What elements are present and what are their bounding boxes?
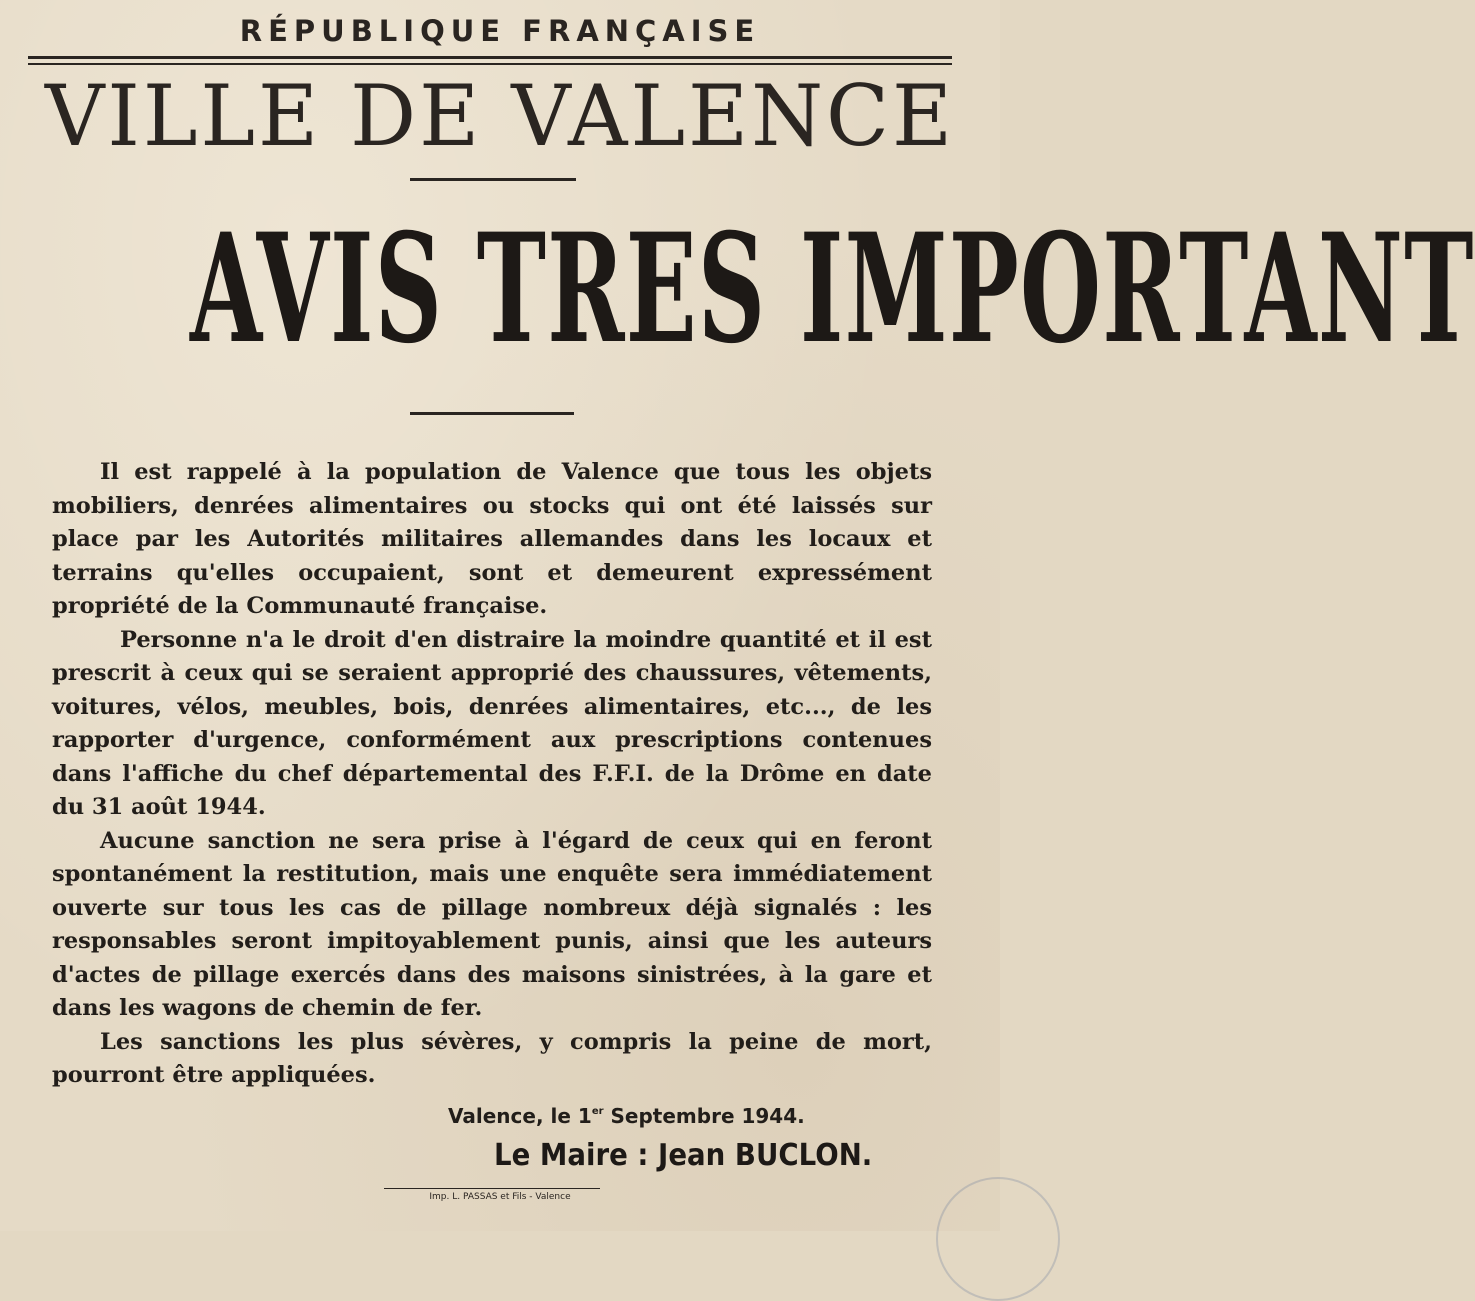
notice-body: [52, 456, 932, 1093]
date-superscript: er: [591, 1106, 604, 1117]
printer-imprint: Imp. L. PASSAS et Fils - Valence: [429, 1192, 571, 1202]
paragraph-peine: Les sanctions les plus sévères, y compris la peine de mort, pourront être appliquées.: [52, 1028, 932, 1088]
separator-rule-bottom: [410, 412, 574, 415]
imprint-rule: [384, 1188, 600, 1189]
paragraph-sanction: Aucune sanction ne sera prise à l'égard de ceux qui en feront spontanément la restitution, mais une enquête sera immédiatement ouverte sur tous les cas de pillage nombreux déjà signalés : les responsables seront impitoyablement punis, ainsi que les auteurs d'actes de pillage exercés dans des maisons sinistrées, à la gare et dans les wagons de chemin de fer.: [52, 827, 932, 1021]
mayor-signature: Le Maire : Jean BUCLON.: [494, 1138, 873, 1173]
paragraph-personne: Personne n'a le droit d'en distraire la moindre quantité et il est prescrit à ceux qui se seraient approprié des chaussures, vêtements, voitures, vélos, meubles, bois, denrées alimentaires, etc..., de les rapporter d'urgence, conformément aux prescriptions contenues dans l'affiche du chef départemental des F.F.I. de la Drôme en date du 31 août 1944.: [52, 626, 932, 820]
date-line: [448, 1104, 805, 1128]
avis-headline: AVIS TRES IMPORTANT: [190, 201, 1475, 377]
paragraph-rappel: Il est rappelé à la population de Valence que tous les objets mobiliers, denrées alimentaires ou stocks qui ont été laissés sur place par les Autorités militaires allemandes dans les locaux et terrains qu'elles occupaient, sont et demeurent expressément propriété de la Communauté française.: [52, 459, 932, 619]
date-suffix: Septembre 1944.: [603, 1104, 805, 1128]
stamp-mark: [936, 1177, 1060, 1301]
republique-heading: RÉPUBLIQUE FRANÇAISE: [239, 14, 761, 48]
header-double-rule: [28, 56, 952, 65]
ville-heading: VILLE DE VALENCE: [44, 67, 956, 165]
date-prefix: Valence, le 1: [448, 1104, 592, 1128]
separator-rule-top: [410, 178, 576, 181]
